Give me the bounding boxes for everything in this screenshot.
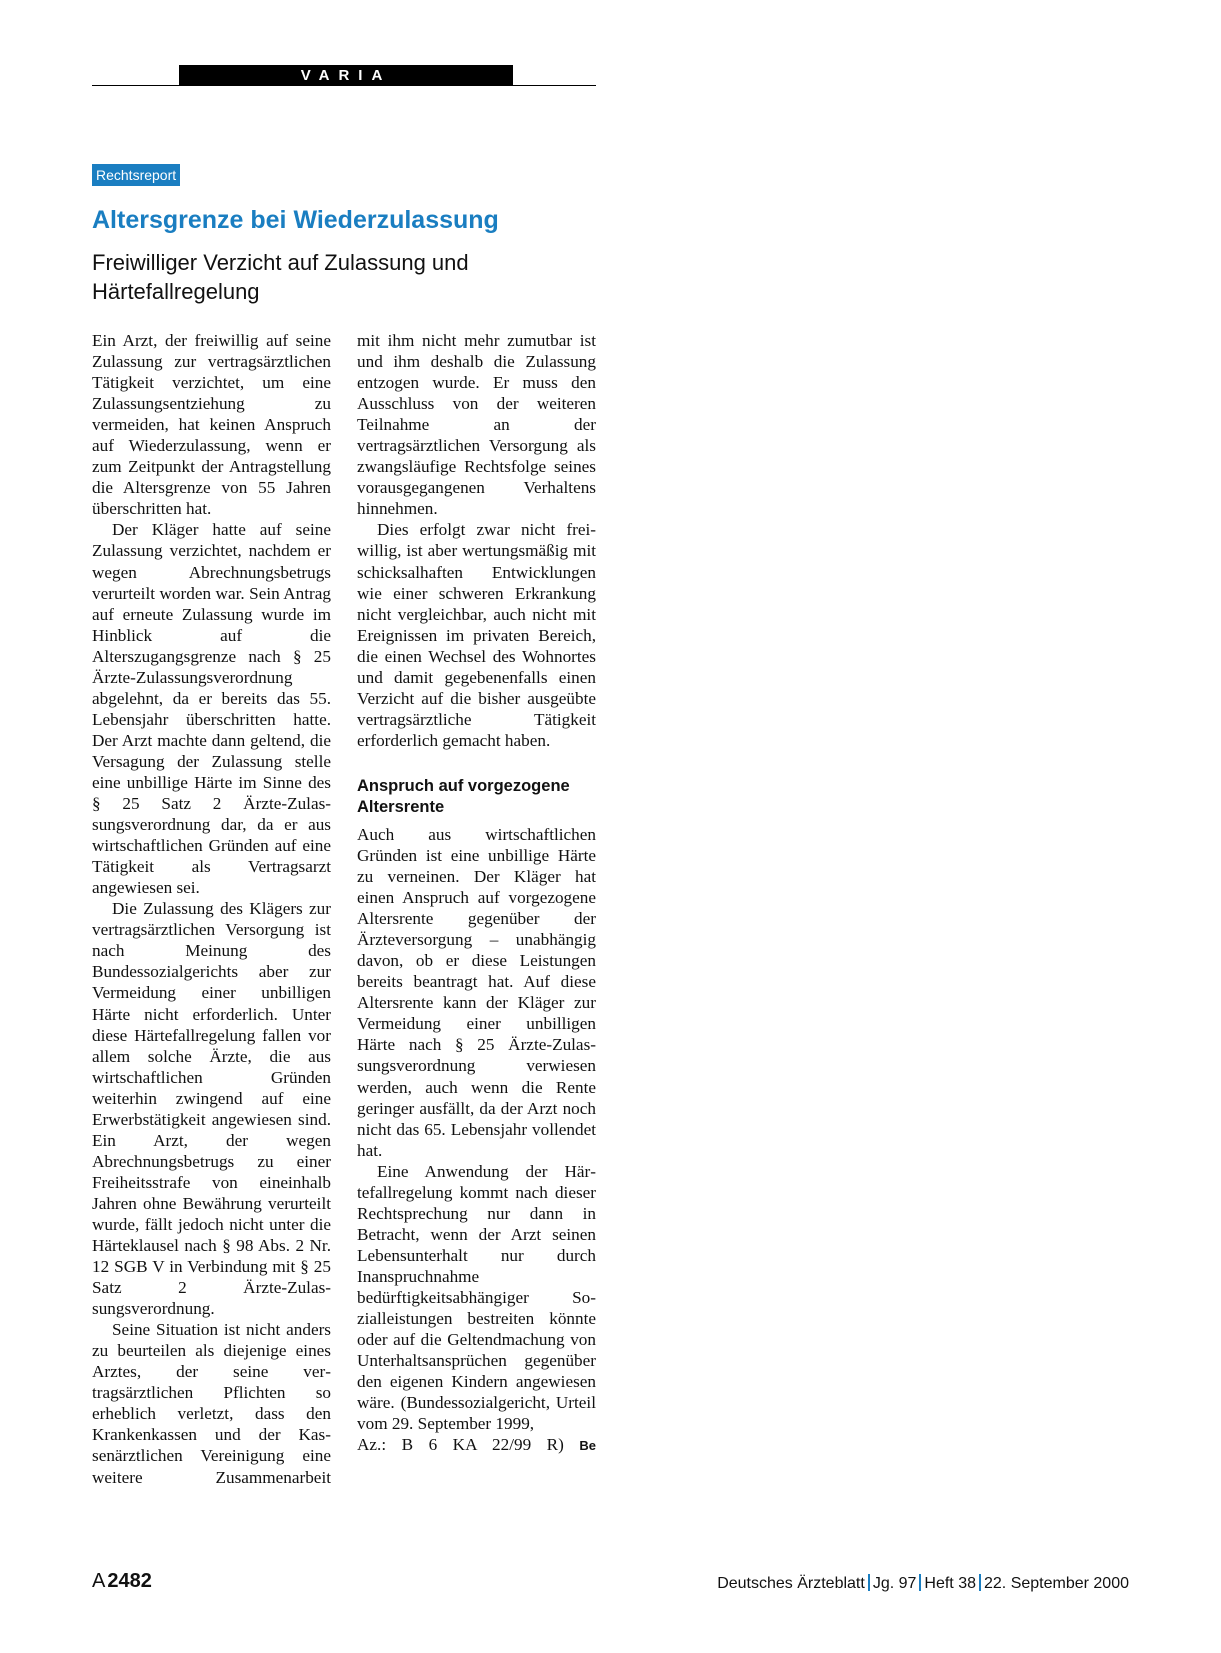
category-badge: Rechtsreport — [92, 164, 180, 186]
paragraph: Die Zulassung des Klägers zur vertragsärztlichen Versorgung ist nach Meinung des Bundessozialgerichts aber zur Vermeidung einer unbilligen Härte nicht erforderlich. Unter diese Härtefallregelung fallen vor allem solche Ärzte, die aus wirtschaftlichen Gründen weiterhin zwingend auf eine Erwerbstätigkeit angewiesen sind. Ein Arzt, der wegen Abrechnungsbetrugs zu einer Freiheitsstrafe von eineinhalb Jahren ohne Bewährung verurteilt wurde, fällt jedoch nicht unter die Härteklausel nach § 98 Abs. 2 Nr. 12 SGB V in Verbindung mit § 25 Satz 2 Ärzte-Zulassungsverordnung. — [92, 899, 331, 1319]
section-label: VARIA — [179, 65, 513, 86]
paragraph: Dies erfolgt zwar nicht freiwillig, ist aber wertungsmäßig mit schicksalhaften Entwicklungen wie einer schweren Erkrankung nicht vergleichbar, auch nicht mit Ereignissen im privaten Bereich, die einen Wechsel des Wohnortes und damit gegebenenfalls einen Verzicht auf die bisher ausgeübte vertragsärztliche Tätigkeit erforderlich gemacht haben. — [357, 520, 596, 750]
page-prefix: A — [92, 1570, 106, 1592]
paragraph: Ein Arzt, der freiwillig auf seine Zulassung zur vertragsärztlichen Tätigkeit verzichtet, um eine Zulassungsentziehung zu vermeiden, hat keinen Anspruch auf Wiederzulassung, wenn er zum Zeitpunkt der Antragstellung die Altersgrenze von 55 Jahren überschritten hat. — [92, 331, 331, 519]
paragraph: Eine Anwendung der Härtefallregelung kommt nach dieser Rechtsprechung nur dann in Betracht, wenn der Arzt seinen Lebensunterhalt nur durch Inanspruchnahme bedürftigkeitsabhängiger Sozialleistungen bestreiten könnte oder auf die Geltendmachung von Unterhaltsansprüchen gegenüber den eigenen Kindern angewiesen wäre. (Bundessozialgericht, Urteil vom 29. September 1999, — [357, 1161, 596, 1434]
page-number-value: 2482 — [107, 1570, 152, 1592]
article-subtitle: Freiwilliger Verzicht auf Zulassung und Härtefallregelung — [92, 250, 469, 304]
paragraph: mit ihm nicht mehr zumutbar ist und ihm deshalb die Zulassung entzogen wurde. Er muss den Ausschluss von der weiteren Teilnahme an der vertragsärztlichen Versorgung als zwangsläufige Rechtsfolge seines vorausgegangenen Verhaltens hinnehmen. — [357, 331, 596, 519]
separator — [979, 1574, 981, 1591]
journal-footer — [717, 1574, 1129, 1593]
paragraph: Seine Situation ist nicht anders zu beurteilen als diejenige eines Arztes, der seine vertragsärztlichen Pflichten so erheblich verletzt, dass den Krankenkassen und der Kassenärztlichen Vereinigung eine weitere Zusammenarbeit — [92, 1320, 331, 1487]
issue: Heft 38 — [924, 1575, 976, 1592]
paragraph: Auch aus wirtschaftlichen Gründen ist eine unbillige Härte zu verneinen. Der Kläger hat einen Anspruch auf vorgezogene Altersrente gegenüber der Ärzteversorgung – unabhängig davon, ob er diese Leistungen bereits beantragt hat. Auf diese Altersrente kann der Kläger zur Vermeidung einer unbilligen Härte nach § 25 Ärzte-Zulassungsverordnung verwiesen werden, auch wenn die Rente geringer ausfällt, da der Arzt noch nicht das 65. Lebensjahr vollendet hat. — [357, 824, 596, 1160]
journal-name: Deutsches Ärzteblatt — [717, 1575, 865, 1592]
article-title: Altersgrenze bei Wiederzulassung — [92, 206, 499, 234]
paragraph: Der Kläger hatte auf seine Zulassung verzichtet, nachdem er wegen Abrechnungsbetrugs verurteilt worden war. Sein Antrag auf erneute Zulassung wurde im Hinblick auf die Alterszugangsgrenze nach § 25 Ärzte-Zulassungsverordnung abgelehnt, da er bereits das 55. Lebensjahr überschritten hatte. Der Arzt machte dann geltend, die Versagung der Zulassung stelle eine unbillige Härte im Sinne des § 25 Satz 2 Ärzte-Zulassungsverordnung dar, da er aus wirtschaftlichen Gründen auf eine Tätigkeit als Vertragsarzt angewiesen sei. — [92, 520, 331, 898]
column-left — [92, 330, 331, 1488]
section-header — [92, 65, 596, 86]
column-right — [357, 330, 596, 1456]
paragraph-end — [357, 1434, 596, 1456]
author-initials: Be — [579, 1438, 596, 1454]
citation: Az.: B 6 KA 22/99 R) — [357, 1435, 564, 1455]
subheading: Anspruch auf vorgezogene Altersrente — [357, 776, 570, 816]
separator — [919, 1574, 921, 1591]
separator — [868, 1574, 870, 1591]
issue-date: 22. September 2000 — [984, 1575, 1129, 1592]
volume: Jg. 97 — [872, 1575, 917, 1592]
page-number — [92, 1570, 152, 1593]
